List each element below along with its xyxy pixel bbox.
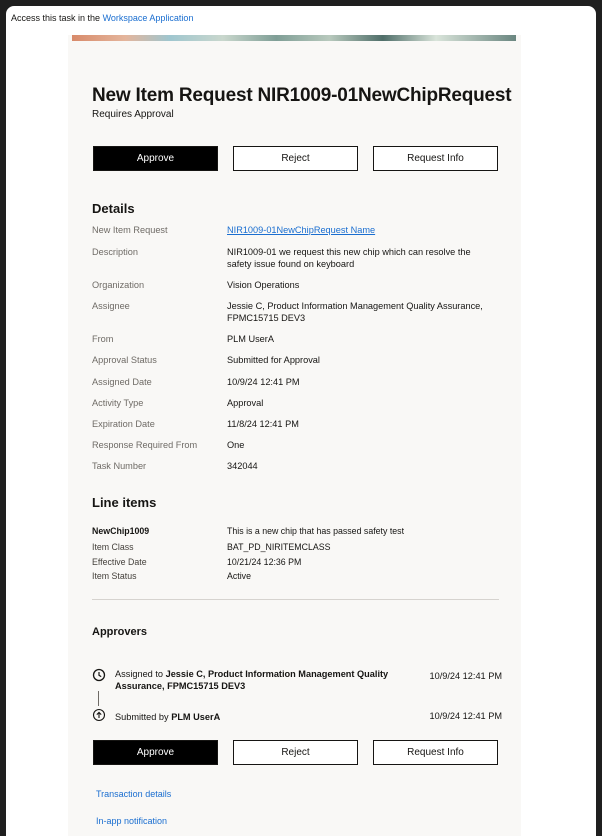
approver-prefix: Assigned to bbox=[115, 669, 164, 679]
detail-value: Submitted for Approval bbox=[227, 355, 320, 365]
action-bar-bottom bbox=[93, 740, 499, 765]
email-frame bbox=[6, 6, 596, 836]
detail-value: 10/9/24 12:41 PM bbox=[227, 377, 300, 387]
access-prefix: Access this task in the bbox=[11, 13, 101, 23]
request-info-button[interactable]: Request Info bbox=[373, 146, 498, 171]
approve-button[interactable]: Approve bbox=[93, 146, 218, 171]
approve-button[interactable]: Approve bbox=[93, 740, 218, 765]
detail-value: NIR1009-01 we request this new chip which can resolve the safety issue found on keyboard bbox=[227, 247, 471, 269]
detail-label: Expiration Date bbox=[92, 419, 155, 429]
line-item-label: Item Status bbox=[92, 571, 137, 581]
decorative-banner bbox=[72, 35, 516, 41]
detail-label: Activity Type bbox=[92, 398, 144, 408]
arrow-up-circle-icon bbox=[92, 708, 106, 722]
action-bar-top bbox=[93, 146, 499, 171]
clock-icon bbox=[92, 668, 106, 682]
line-items-heading: Line items bbox=[92, 495, 157, 510]
detail-value: 342044 bbox=[227, 461, 258, 471]
reject-button[interactable]: Reject bbox=[233, 740, 358, 765]
line-item-value: Active bbox=[227, 571, 251, 581]
detail-label: Organization bbox=[92, 280, 145, 290]
page-title: New Item Request NIR1009-01NewChipRequest bbox=[92, 85, 512, 106]
new-item-request-link[interactable]: NIR1009-01NewChipRequest Name bbox=[227, 225, 376, 235]
line-item-value: 10/21/24 12:36 PM bbox=[227, 557, 302, 567]
detail-label: Response Required From bbox=[92, 440, 198, 450]
line-item-value: BAT_PD_NIRITEMCLASS bbox=[227, 542, 331, 552]
in-app-notification-link[interactable]: In-app notification bbox=[96, 816, 168, 826]
detail-label: Task Number bbox=[92, 461, 147, 471]
detail-label: From bbox=[92, 334, 114, 344]
detail-value: Approval bbox=[227, 398, 264, 408]
approvers-heading: Approvers bbox=[92, 626, 148, 638]
line-item-name: NewChip1009 bbox=[92, 526, 150, 536]
detail-label: Approval Status bbox=[92, 355, 157, 365]
detail-value: PLM UserA bbox=[227, 334, 274, 344]
workspace-application-link[interactable]: Workspace Application bbox=[102, 13, 194, 23]
transaction-details-link[interactable]: Transaction details bbox=[96, 789, 172, 799]
access-line bbox=[11, 13, 193, 23]
section-divider bbox=[92, 599, 499, 600]
detail-value: Vision Operations bbox=[227, 280, 300, 290]
detail-value: 11/8/24 12:41 PM bbox=[227, 419, 299, 429]
page-subtitle: Requires Approval bbox=[92, 109, 174, 120]
approver-date: 10/9/24 12:41 PM bbox=[429, 671, 502, 681]
approver-text bbox=[115, 668, 415, 692]
detail-label: New Item Request bbox=[92, 225, 168, 235]
detail-label: Assignee bbox=[92, 301, 130, 311]
detail-value: One bbox=[227, 440, 245, 450]
detail-value: Jessie C, Product Information Management Quality Assurance, FPMC15715 DEV3 bbox=[227, 301, 483, 323]
line-item-value: This is a new chip that has passed safety test bbox=[227, 526, 405, 536]
approver-name: Jessie C, Product Information Management Quality Assurance, FPMC15715 DEV3 bbox=[115, 669, 389, 691]
request-info-button[interactable]: Request Info bbox=[373, 740, 498, 765]
detail-label: Assigned Date bbox=[92, 377, 152, 387]
detail-label: Description bbox=[92, 247, 138, 257]
approver-name: PLM UserA bbox=[171, 712, 221, 722]
approver-prefix: Submitted by bbox=[115, 712, 169, 722]
timeline-connector bbox=[98, 691, 99, 706]
line-item-label: Effective Date bbox=[92, 557, 147, 567]
line-items-fade bbox=[92, 583, 277, 593]
line-item-label: Item Class bbox=[92, 542, 134, 552]
approver-text bbox=[115, 711, 415, 723]
notification-card bbox=[68, 35, 521, 836]
reject-button[interactable]: Reject bbox=[233, 146, 358, 171]
approver-date: 10/9/24 12:41 PM bbox=[429, 711, 502, 721]
details-heading: Details bbox=[92, 201, 135, 216]
